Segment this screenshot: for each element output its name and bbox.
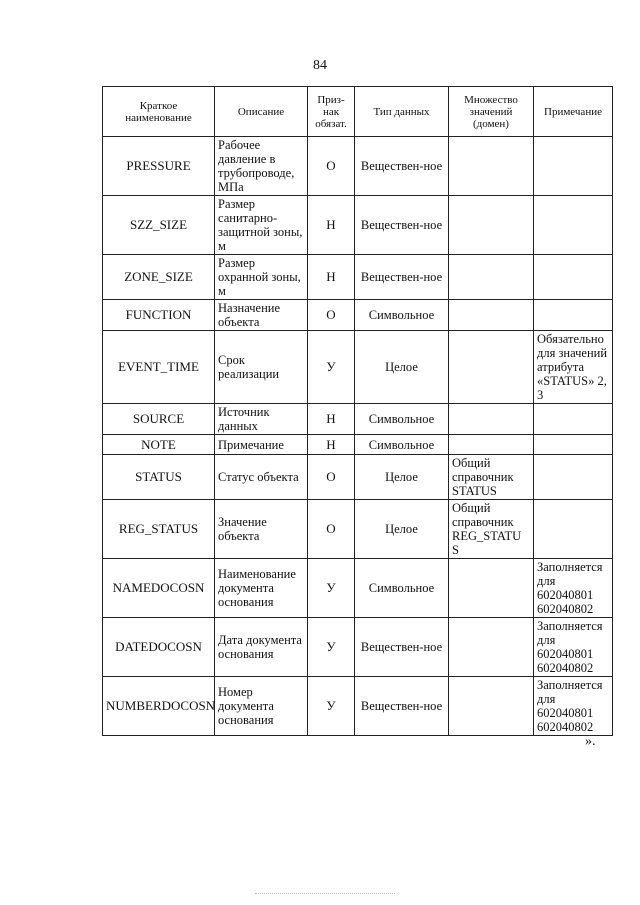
cell-required: Н <box>308 404 355 435</box>
cell-type: Целое <box>355 455 449 500</box>
cell-type: Веществен-ное <box>355 196 449 255</box>
cell-note <box>534 455 613 500</box>
header-required-flag: Приз-нак обязат. <box>308 87 355 137</box>
cell-name: DATEDOCOSN <box>103 618 215 677</box>
cell-domain <box>449 559 534 618</box>
cell-domain <box>449 331 534 404</box>
header-data-type: Тип данных <box>355 87 449 137</box>
cell-domain <box>449 677 534 736</box>
table-row <box>103 455 613 500</box>
cell-name: NOTE <box>103 435 215 455</box>
cell-description: Номер документа основания <box>215 677 308 736</box>
cell-note <box>534 137 613 196</box>
cell-note <box>534 196 613 255</box>
table-row <box>103 331 613 404</box>
cell-name: STATUS <box>103 455 215 500</box>
cell-description: Рабочее давление в трубопроводе, МПа <box>215 137 308 196</box>
table-row <box>103 137 613 196</box>
cell-required: У <box>308 677 355 736</box>
cell-required: У <box>308 618 355 677</box>
cell-type: Целое <box>355 500 449 559</box>
cell-note <box>534 404 613 435</box>
header-short-name: Краткое наименование <box>103 87 215 137</box>
table-row <box>103 618 613 677</box>
cell-description: Значение объекта <box>215 500 308 559</box>
table-row <box>103 300 613 331</box>
cell-type: Символьное <box>355 404 449 435</box>
cell-note <box>534 500 613 559</box>
cell-type: Веществен-ное <box>355 677 449 736</box>
cell-type: Веществен-ное <box>355 618 449 677</box>
page-bottom-divider <box>255 893 395 895</box>
cell-description: Размер охранной зоны, м <box>215 255 308 300</box>
cell-note: Заполняется для 602040801 602040802 <box>534 677 613 736</box>
table-row <box>103 559 613 618</box>
table-header-row <box>103 87 613 137</box>
cell-name: FUNCTION <box>103 300 215 331</box>
table-row <box>103 435 613 455</box>
cell-required: Н <box>308 435 355 455</box>
header-domain: Множество значений (домен) <box>449 87 534 137</box>
header-description: Описание <box>215 87 308 137</box>
cell-required: У <box>308 331 355 404</box>
cell-domain <box>449 618 534 677</box>
cell-type: Веществен-ное <box>355 137 449 196</box>
cell-name: EVENT_TIME <box>103 331 215 404</box>
cell-description: Размер санитарно-защитной зоны, м <box>215 196 308 255</box>
cell-domain <box>449 255 534 300</box>
cell-domain: Общий справочник REG_STATU S <box>449 500 534 559</box>
cell-description: Срок реализации <box>215 331 308 404</box>
cell-name: SZZ_SIZE <box>103 196 215 255</box>
cell-description: Примечание <box>215 435 308 455</box>
cell-description: Наименование документа основания <box>215 559 308 618</box>
cell-name: ZONE_SIZE <box>103 255 215 300</box>
cell-name: NAMEDOCOSN <box>103 559 215 618</box>
cell-required: О <box>308 500 355 559</box>
cell-required: Н <box>308 196 355 255</box>
cell-description: Статус объекта <box>215 455 308 500</box>
cell-type: Символьное <box>355 435 449 455</box>
cell-domain <box>449 196 534 255</box>
cell-required: У <box>308 559 355 618</box>
cell-type: Символьное <box>355 559 449 618</box>
cell-type: Символьное <box>355 300 449 331</box>
table-row <box>103 500 613 559</box>
cell-name: PRESSURE <box>103 137 215 196</box>
cell-name: SOURCE <box>103 404 215 435</box>
cell-type: Веществен-ное <box>355 255 449 300</box>
table-row <box>103 196 613 255</box>
closing-quote: ». <box>585 734 596 749</box>
cell-domain: Общий справочник STATUS <box>449 455 534 500</box>
cell-domain <box>449 435 534 455</box>
cell-note <box>534 435 613 455</box>
cell-domain <box>449 137 534 196</box>
cell-description: Источник данных <box>215 404 308 435</box>
cell-description: Назначение объекта <box>215 300 308 331</box>
table-row <box>103 677 613 736</box>
cell-note: Обязательно для значений атрибута «STATUS» 2, 3 <box>534 331 613 404</box>
cell-required: О <box>308 455 355 500</box>
cell-note <box>534 300 613 331</box>
cell-domain <box>449 300 534 331</box>
cell-note: Заполняется для 602040801 602040802 <box>534 559 613 618</box>
table-row <box>103 404 613 435</box>
cell-name: REG_STATUS <box>103 500 215 559</box>
cell-required: О <box>308 137 355 196</box>
cell-note: Заполняется для 602040801 602040802 <box>534 618 613 677</box>
cell-required: Н <box>308 255 355 300</box>
cell-required: О <box>308 300 355 331</box>
cell-note <box>534 255 613 300</box>
cell-description: Дата документа основания <box>215 618 308 677</box>
page-number: 84 <box>313 58 327 73</box>
cell-type: Целое <box>355 331 449 404</box>
cell-name: NUMBERDOCOSN <box>103 677 215 736</box>
attribute-table <box>102 86 613 736</box>
header-note: Примечание <box>534 87 613 137</box>
cell-domain <box>449 404 534 435</box>
table-row <box>103 255 613 300</box>
